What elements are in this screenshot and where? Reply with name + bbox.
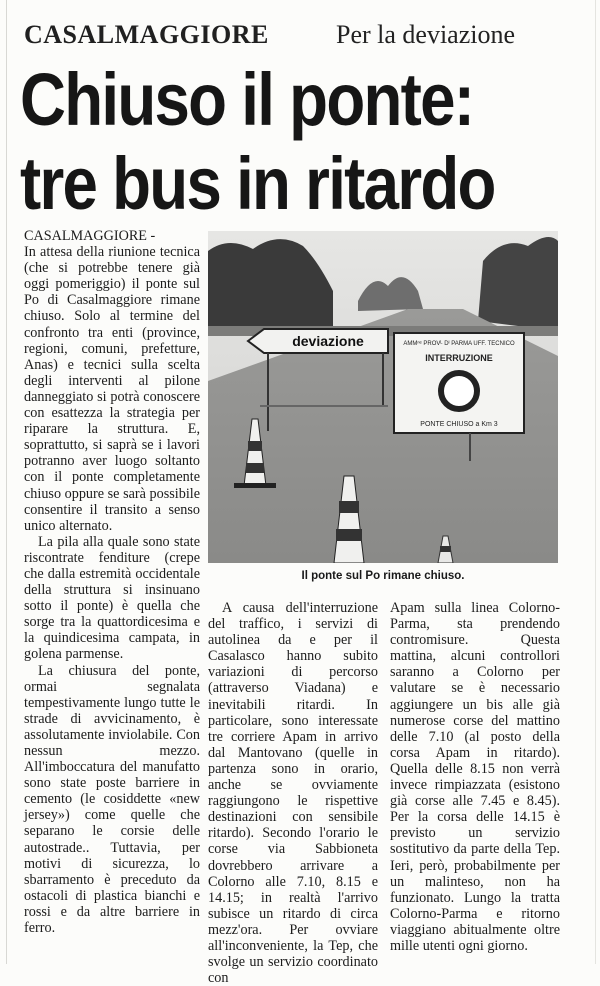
paragraph-1: In attesa della riunione tecnica (che si potrebbe tenere già oggi pomeriggio) il ponte sul Po di Casalmaggiore rimane chiuso. Solo al termine del confronto tra enti (province, regioni, comuni, prefetture, Anas) e tecnici sulla scelta degli interventi al pilone danneggiato si potrà conoscere con esattezza la strategia per riparare la struttura. E, soprattutto, si saprà se i lavori potranno aver luogo soltanto con il ponte completamente chiuso oppure se sarà possibile consentire il transito a senso unico alternato. xyxy=(24,244,200,534)
article-kicker xyxy=(24,18,564,54)
sign-right-title: INTERRUZIONE xyxy=(425,353,493,363)
sign-deviazione-text: deviazione xyxy=(292,333,364,349)
kicker-topic: Per la deviazione xyxy=(336,20,516,49)
column-2 xyxy=(208,600,378,986)
photo-caption: Il ponte sul Po rimane chiuso. xyxy=(301,570,465,582)
article-photo xyxy=(208,231,558,563)
column-3 xyxy=(390,600,560,954)
scan-edge-right xyxy=(595,0,596,964)
scan-edge-left xyxy=(6,0,7,964)
dateline: CASALMAGGIORE - xyxy=(24,228,156,244)
sign-right-header: AMMⁿᵉ PROVᴸ Dᴵ PARMA UFF. TECNICO xyxy=(403,341,515,347)
headline-line-1: Chiuso il ponte: xyxy=(20,58,474,141)
paragraph-4: A causa dell'interruzione del traffico, i servizi di autolinea da e per il Casalasco hanno subito variazioni di percorso (attraverso Viadana) e inevitabili ritardi. In particolare, sono interessate tre corriere Apam in arrivo dal Mantovano (quelle in partenza sono in orario, anche se ovviamente raggiungono le rispettive destinazioni con sensibile ritardo). Secondo l'orario le corse via Sabbioneta dovrebbero arrivare a Colorno alle 7.10, 8.15 e 14.15; in realtà l'arrivo subisce un ritardo di circa mezz'ora. Per ovviare all'inconveniente, la Tep, che svolge un servizio coordinato con xyxy=(208,600,378,986)
road-closure-photo xyxy=(208,231,558,563)
paragraph-2: La pila alla quale sono state riscontrate fenditure (crepe che dalla estremità occidentale della struttura si insinuano sotto il ponte) è quella che sorge tra la quattordicesima e la quindicesima campata, in golena parmense. xyxy=(24,533,200,663)
column-1 xyxy=(24,228,200,936)
sign-right-footer: PONTE CHIUSO a Km 3 xyxy=(420,421,498,428)
headline-line-2: tre bus in ritardo xyxy=(20,142,495,225)
kicker-place: CASALMAGGIORE xyxy=(24,20,269,49)
headline xyxy=(20,58,580,226)
no-entry-icon xyxy=(441,373,477,409)
paragraph-3: La chiusura del ponte, ormai segnalata tempestivamente lungo tutte le strade di avvicinamento, è assolutamente inviolabile. Con nessun mezzo. All'imboccatura del manufatto sono state poste barriere in cemento (le cosiddette «new jersey») come quelle che separano le corsie delle autostrade.. Tuttavia, per motivi di sicurezza, lo sbarramento è preceduto da ostacoli di plastica bianchi e rossi e da altre barriere in ferro. xyxy=(24,662,200,937)
paragraph-5: Apam sulla linea Colorno-Parma, sta prendendo contromisure. Questa mattina, alcuni controllori saranno a Colorno per valutare se è necessario aggiungere un bis alle già numerose corse del mattino delle 7.10 (al posto della corsa Apam in ritardo). Quella delle 8.15 non verrà invece rimpiazzata (esistono già corse alle 7.45 e 8.45). Per la corsa delle 14.15 è previsto un servizio sostitutivo da parte della Tep. Ieri, però, probabilmente per un malinteso, non ha funzionato. Lungo la tratta Colorno-Parma e ritorno viaggiano abitualmente oltre mille utenti ogni giorno. xyxy=(390,600,560,954)
